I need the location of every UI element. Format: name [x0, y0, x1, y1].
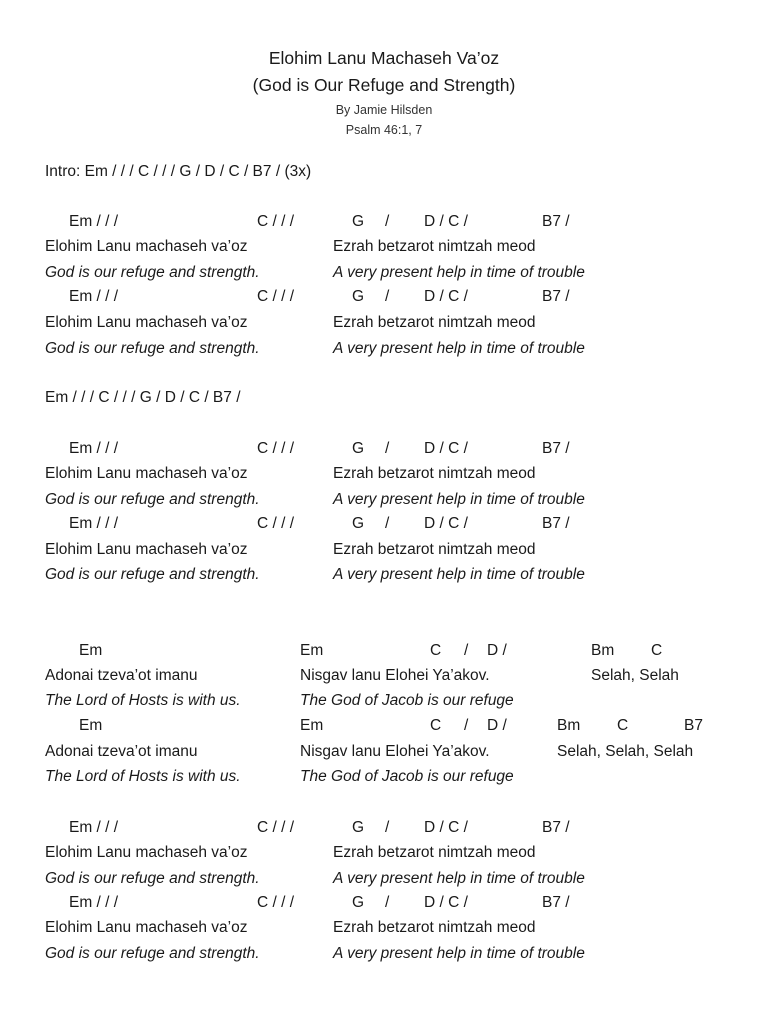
- chord: D / C /: [424, 819, 468, 836]
- chord: Em: [300, 717, 324, 734]
- chord: /: [385, 819, 390, 836]
- chord: Bm: [557, 717, 581, 734]
- chord: B7 /: [542, 819, 570, 836]
- song-author: By Jamie Hilsden: [335, 103, 433, 117]
- chord: C: [651, 642, 663, 659]
- hebrew-lyric: Elohim Lanu machaseh va’oz: [45, 844, 248, 861]
- chord: B7: [684, 717, 703, 734]
- chord: G: [352, 515, 365, 532]
- hebrew-lyric: Ezrah betzarot nimtzah meod: [333, 314, 536, 331]
- chord: Em / / /: [69, 515, 119, 532]
- english-lyric: God is our refuge and strength.: [45, 264, 260, 281]
- chord: G: [352, 894, 365, 911]
- chord: B7 /: [542, 894, 570, 911]
- selah-lyric: Selah, Selah: [591, 667, 679, 684]
- chord: B7 /: [542, 515, 570, 532]
- hebrew-lyric: Adonai tzeva’ot imanu: [45, 743, 198, 760]
- chord: C / / /: [257, 515, 295, 532]
- hebrew-lyric: Elohim Lanu machaseh va’oz: [45, 238, 248, 255]
- hebrew-lyric: Ezrah betzarot nimtzah meod: [333, 844, 536, 861]
- chord: B7 /: [542, 288, 570, 305]
- chord: /: [385, 288, 390, 305]
- chord: Em: [79, 642, 103, 659]
- hebrew-lyric: Elohim Lanu machaseh va’oz: [45, 919, 248, 936]
- chord: /: [385, 440, 390, 457]
- selah-lyric: Selah, Selah, Selah: [557, 743, 694, 760]
- chord: C / / /: [257, 213, 295, 230]
- english-lyric: A very present help in time of trouble: [333, 264, 585, 281]
- chord: G: [352, 213, 365, 230]
- intro-chords: Intro: Em / / / C / / / G / D / C / B7 / (3x): [45, 163, 312, 180]
- english-lyric: A very present help in time of trouble: [333, 491, 585, 508]
- chord: /: [385, 515, 390, 532]
- hebrew-lyric: Nisgav lanu Elohei Ya’akov.: [300, 667, 490, 684]
- chord: C: [430, 717, 442, 734]
- chord: D / C /: [424, 440, 468, 457]
- english-lyric: The Lord of Hosts is with us.: [45, 692, 241, 709]
- chord: D / C /: [424, 515, 468, 532]
- chord: D / C /: [424, 894, 468, 911]
- english-lyric: The God of Jacob is our refuge: [300, 768, 514, 785]
- chord: B7 /: [542, 213, 570, 230]
- song-subtitle: (God is Our Refuge and Strength): [252, 75, 516, 95]
- chord: Em / / /: [69, 288, 119, 305]
- chord: D / C /: [424, 213, 468, 230]
- english-lyric: A very present help in time of trouble: [333, 566, 585, 583]
- chord: D / C /: [424, 288, 468, 305]
- english-lyric: God is our refuge and strength.: [45, 870, 260, 887]
- chord: G: [352, 440, 365, 457]
- chord: C: [430, 642, 442, 659]
- chord: /: [385, 213, 390, 230]
- hebrew-lyric: Elohim Lanu machaseh va’oz: [45, 314, 248, 331]
- hebrew-lyric: Adonai tzeva’ot imanu: [45, 667, 198, 684]
- interlude-chords: Em / / / C / / / G / D / C / B7 /: [45, 389, 241, 406]
- english-lyric: God is our refuge and strength.: [45, 340, 260, 357]
- chord: C / / /: [257, 819, 295, 836]
- chord: C / / /: [257, 894, 295, 911]
- english-lyric: A very present help in time of trouble: [333, 945, 585, 962]
- chord: G: [352, 819, 365, 836]
- hebrew-lyric: Ezrah betzarot nimtzah meod: [333, 541, 536, 558]
- chord: Bm: [591, 642, 615, 659]
- hebrew-lyric: Elohim Lanu machaseh va’oz: [45, 465, 248, 482]
- chord: /: [464, 717, 469, 734]
- english-lyric: The Lord of Hosts is with us.: [45, 768, 241, 785]
- chord: C / / /: [257, 288, 295, 305]
- english-lyric: The God of Jacob is our refuge: [300, 692, 514, 709]
- hebrew-lyric: Ezrah betzarot nimtzah meod: [333, 238, 536, 255]
- chord: Em: [300, 642, 324, 659]
- english-lyric: God is our refuge and strength.: [45, 566, 260, 583]
- scripture-reference: Psalm 46:1, 7: [345, 123, 423, 137]
- chord: Em: [79, 717, 103, 734]
- chord: G: [352, 288, 365, 305]
- song-title: Elohim Lanu Machaseh Va’oz: [268, 48, 500, 68]
- chord: C / / /: [257, 440, 295, 457]
- chord: B7 /: [542, 440, 570, 457]
- hebrew-lyric: Ezrah betzarot nimtzah meod: [333, 465, 536, 482]
- chord: Em / / /: [69, 894, 119, 911]
- chord: D /: [487, 642, 507, 659]
- english-lyric: A very present help in time of trouble: [333, 870, 585, 887]
- chord: Em / / /: [69, 819, 119, 836]
- hebrew-lyric: Ezrah betzarot nimtzah meod: [333, 919, 536, 936]
- hebrew-lyric: Elohim Lanu machaseh va’oz: [45, 541, 248, 558]
- english-lyric: A very present help in time of trouble: [333, 340, 585, 357]
- chord: Em / / /: [69, 440, 119, 457]
- chord: C: [617, 717, 629, 734]
- english-lyric: God is our refuge and strength.: [45, 491, 260, 508]
- chord: /: [464, 642, 469, 659]
- chord: /: [385, 894, 390, 911]
- chord: Em / / /: [69, 213, 119, 230]
- chord: D /: [487, 717, 507, 734]
- hebrew-lyric: Nisgav lanu Elohei Ya’akov.: [300, 743, 490, 760]
- english-lyric: God is our refuge and strength.: [45, 945, 260, 962]
